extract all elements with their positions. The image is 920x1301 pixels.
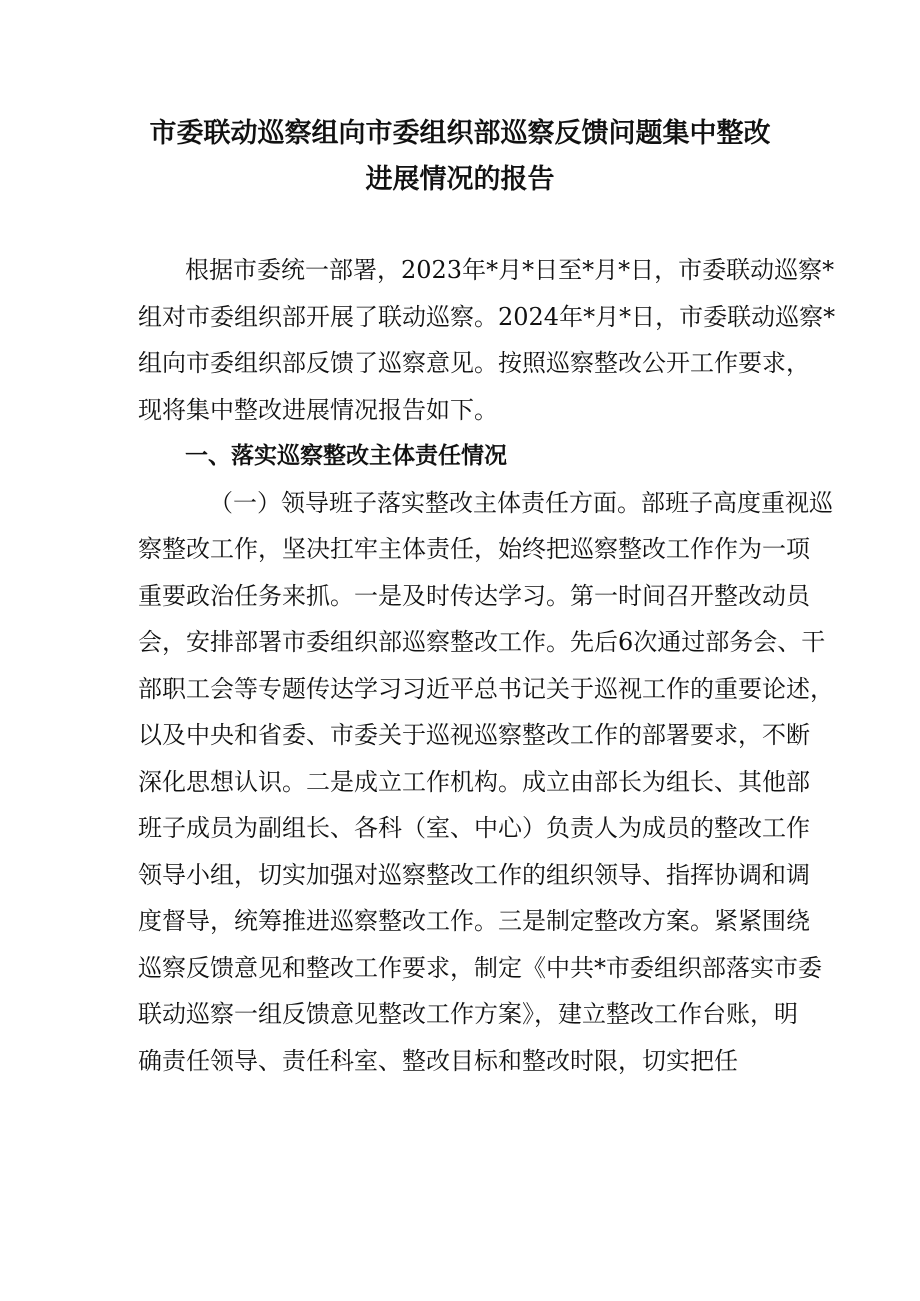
paragraph-1-line-2: 组对市委组织部开展了联动巡察。2024年*月*日，市委联动巡察* bbox=[138, 302, 836, 331]
document-title bbox=[120, 111, 800, 203]
section-heading-1: 一、落实巡察整改主体责任情况 bbox=[185, 443, 507, 469]
paragraph-2-line-1: （一）领导班子落实整改主体责任方面。部班子高度重视巡 bbox=[209, 488, 833, 517]
paragraph-2-line-10: 度督导，统筹推进巡察整改工作。三是制定整改方案。紧紧围绕 bbox=[138, 907, 810, 935]
paragraph-2-line-8: 班子成员为副组长、各科（室、中心）负责人为成员的整改工作 bbox=[138, 814, 810, 842]
document-body bbox=[138, 247, 836, 1084]
paragraph-1-line-4: 现将集中整改进展情况报告如下。 bbox=[138, 395, 498, 424]
paragraph-2-line-5: 部职工会等专题传达学习习近平总书记关于巡视工作的重要论述， bbox=[138, 674, 834, 703]
paragraph-2-line-2: 察整改工作，坚决扛牢主体责任，始终把巡察整改工作作为一项 bbox=[138, 535, 810, 563]
paragraph-2-line-6: 以及中央和省委、市委关于巡视巡察整改工作的部署要求，不断 bbox=[138, 721, 810, 749]
paragraph-1-line-3: 组向市委组织部反馈了巡察意见。按照巡察整改公开工作要求， bbox=[138, 349, 810, 377]
title-line-1: 市委联动巡察组向市委组织部巡察反馈问题集中整改 bbox=[149, 118, 771, 149]
paragraph-2-line-7: 深化思想认识。二是成立工作机构。成立由部长为组长、其他部 bbox=[138, 767, 810, 796]
title-line-2: 进展情况的报告 bbox=[365, 164, 555, 195]
paragraph-2-line-12: 联动巡察一组反馈意见整改工作方案》，建立整改工作台账，明 bbox=[138, 1000, 798, 1028]
paragraph-2-line-3: 重要政治任务来抓。一是及时传达学习。第一时间召开整改动员 bbox=[138, 581, 810, 610]
paragraph-2-line-4: 会，安排部署市委组织部巡察整改工作。先后6次通过部务会、干 bbox=[138, 628, 826, 656]
paragraph-2-line-11: 巡察反馈意见和整改工作要求，制定《中共*市委组织部落实市委 bbox=[138, 953, 822, 982]
paragraph-1-line-1: 根据市委统一部署，2023年*月*日至*月*日，市委联动巡察* bbox=[185, 256, 835, 284]
paragraph-2-line-13: 确责任领导、责任科室、整改目标和整改时限，切实把任 bbox=[138, 1046, 738, 1075]
paragraph-2-line-9: 领导小组，切实加强对巡察整改工作的组织领导、指挥协调和调 bbox=[138, 860, 810, 889]
